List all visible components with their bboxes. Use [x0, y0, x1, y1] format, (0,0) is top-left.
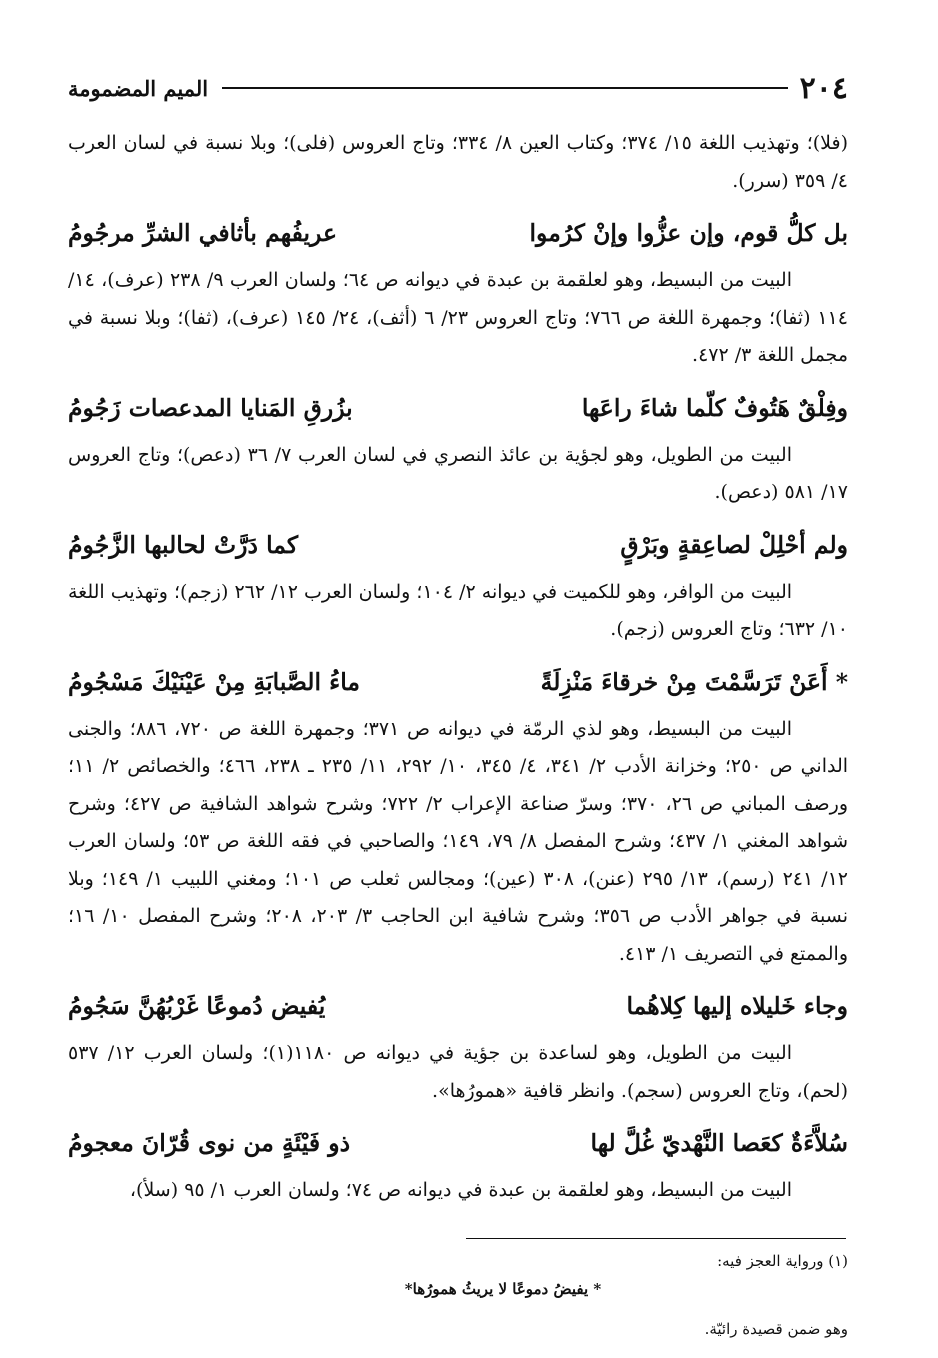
- source-note: البيت من الوافر، وهو للكميت في ديوانه ٢/ ١٠٤؛ ولسان العرب ١٢/ ٢٦٢ (زجم)؛ وتهذيب اللغة ١٠/ ٦٣٢؛ وتاج العروس (زجم).: [68, 580, 848, 640]
- verse-first-hemistich: وجاء خَليلاه إليها كِلاهُما: [626, 992, 848, 1020]
- verse-first-hemistich: * أَعَنْ تَرَسَّمْتَ مِنْ خرقاءَ مَنْزِلَةً: [540, 667, 848, 696]
- verse: [68, 385, 848, 431]
- source-note: البيت من الطويل، وهو لجؤية بن عائذ النصري في لسان العرب ٧/ ٣٦ (دعص)؛ وتاج العروس ١٧/ ٥٨١ (دعص).: [68, 443, 848, 503]
- source-note: البيت من البسيط، وهو لعلقمة بن عبدة في ديوانه ص ٦٤؛ ولسان العرب ٩/ ٢٣٨ (عرف)، ١٤/ ١١٤ (ثفا)؛ وجمهرة اللغة ص ٧٦٦؛ وتاج العروس ٢٣/ ٦ (أثف)، ٢٤/ ١٤٥ (عرف)، (ثفا)؛ وبلا نسبة في مجمل اللغة ٣/ ٤٧٢.: [68, 269, 848, 366]
- verse-second-hemistich: كما دَرَّتْ لحالبها الزَّجُومُ: [68, 530, 299, 559]
- verse-first-hemistich: بل كلُّ قوم، وإن عزُّوا وإنْ كرُموا: [529, 219, 848, 247]
- verse: [68, 522, 848, 568]
- verse-second-hemistich: بزُرقِ المَنايا المدعصات زَجُومُ: [68, 393, 353, 422]
- verse-first-hemistich: سُلاَّءَةٌ كعَصا النَّهْديّ غُلَّ لها: [590, 1129, 848, 1157]
- verse-second-hemistich: يُفيض دُموعًا غَرْبُهُنَّ سَجُومُ: [68, 992, 326, 1020]
- source-note: البيت من الطويل، وهو لساعدة بن جؤية في ديوانه ص ١١٨٠(١)؛ ولسان العرب ١٢/ ٥٣٧ (لحم)، وتاج العروس (سجم). وانظر قافية «همورُها».: [68, 1042, 848, 1102]
- footnotes: [68, 1247, 848, 1343]
- running-title: الميم المضمومة: [68, 75, 209, 101]
- verse-second-hemistich: عريفُهم بأثافي الشرِّ مرجُومُ: [68, 219, 338, 247]
- source-note: البيت من البسيط، وهو لذي الرمّة في ديوانه ص ٣٧١؛ وجمهرة اللغة ص ٧٢٠، ٨٨٦؛ والجنى الداني ص ٢٥٠؛ وخزانة الأدب ٢/ ٣٤١، ٤/ ٣٤٥، ١٠/ ٢٩٢، ١١/ ٢٣٥ ـ ٢٣٨، ٤٦٦؛ والخصائص ٢/ ١١؛ ورصف المباني ص ٢٦، ٣٧٠؛ وسرّ صناعة الإعراب ٢/ ٧٢٢؛ وشرح شواهد الشافية ص ٤٢٧؛ وشرح شواهد المغني ١/ ٤٣٧؛ وشرح المفصل ٨/ ٧٩، ١٤٩؛ والصاحبي في فقه اللغة ص ٥٣؛ ولسان العرب ١٢/ ٢٤١ (رسم)، ١٣/ ٢٩٥ (عنن)، ٣٠٨ (عين)؛ ومجالس ثعلب ص ١٠١؛ ومغني اللبيب ١/ ١٤٩؛ وبلا نسبة في جواهر الأدب ص ٣٥٦؛ وشرح شافية ابن الحاجب ٣/ ٢٠٣، ٢٠٨؛ وشرح المفصل ١٠/ ١٦؛ والممتع في التصريف ١/ ٤١٣.: [68, 717, 849, 965]
- verse-first-hemistich: ولم أحْلِلْ لصاعِقةٍ وبَرْقٍ: [620, 530, 848, 559]
- verse: [68, 210, 848, 256]
- verse-first-hemistich: وفِلْقٌ هَتُوفٌ كلّما شاءَ راعَها: [581, 393, 848, 422]
- verse: [68, 1120, 848, 1166]
- verse: [68, 659, 848, 705]
- source-note: (فلا)؛ وتهذيب اللغة ١٥/ ٣٧٤؛ وكتاب العين ٨/ ٣٣٤؛ وتاج العروس (فلى)؛ وبلا نسبة في لسان العرب ٤/ ٣٥٩ (سرر).: [68, 132, 848, 192]
- footnote-verse: * يفيضُ دموعًا لا يريثُ همورُها*: [404, 1280, 602, 1298]
- footnote-rule: [466, 1238, 846, 1239]
- footnote-text: وهو ضمن قصيدة رائيّة.: [704, 1320, 848, 1338]
- page-header: [68, 68, 848, 108]
- header-rule: [222, 87, 788, 89]
- page-body: [68, 125, 848, 1220]
- verse-second-hemistich: ماءُ الصَّبابَةِ مِنْ عَيْنَيْكَ مَسْجُومُ: [68, 667, 360, 696]
- footnote-text: (١) ورواية العجز فيه:: [717, 1252, 848, 1270]
- source-note: البيت من البسيط، وهو لعلقمة بن عبدة في ديوانه ص ٧٤؛ ولسان العرب ١/ ٩٥ (سلأ)،: [129, 1179, 792, 1201]
- page-number: ٢٠٤: [799, 70, 848, 106]
- verse: [68, 983, 848, 1029]
- verse-second-hemistich: ذو فَيْئَةٍ من نوى قُرّانَ معجومُ: [68, 1129, 351, 1157]
